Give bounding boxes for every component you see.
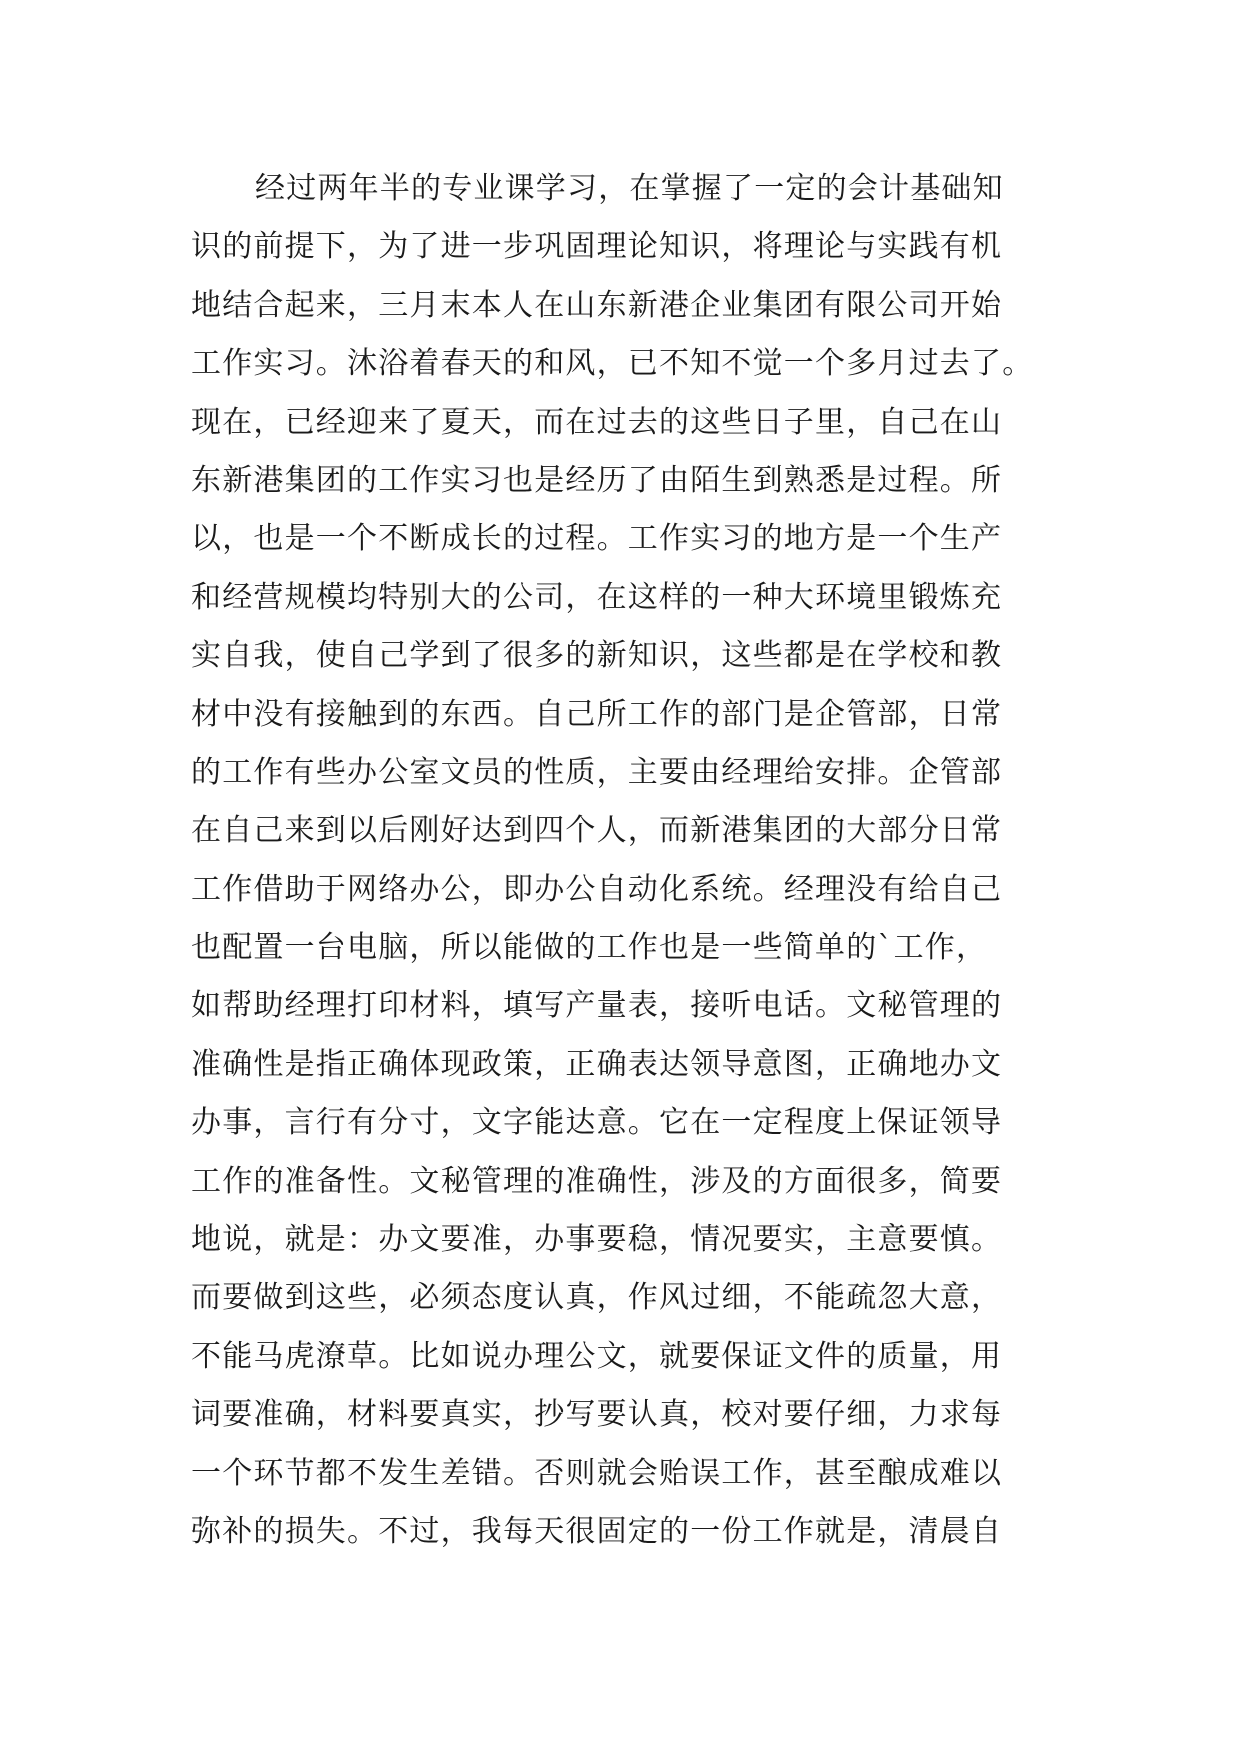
text-line: 地结合起来，三月末本人在山东新港企业集团有限公司开始 [191,287,1003,323]
text-line: 材中没有接触到的东西。自己所工作的部门是企管部，日常 [191,696,1003,732]
text-line: 地说，就是：办文要准，办事要稳，情况要实，主意要慎。 [191,1222,1003,1258]
text-line: 办事，言行有分寸，文字能达意。它在一定程度上保证领导 [191,1105,1003,1141]
text-line: 在自己来到以后刚好达到四个人，而新港集团的大部分日常 [191,813,1003,849]
text-line: 现在，已经迎来了夏天，而在过去的这些日子里，自己在山 [191,404,1003,440]
body-paragraph [191,160,1061,1561]
text-line: 东新港集团的工作实习也是经历了由陌生到熟悉是过程。所 [191,462,1003,498]
text-line: 一个环节都不发生差错。否则就会贻误工作，甚至酿成难以 [191,1455,1003,1491]
text-line: 实自我，使自己学到了很多的新知识，这些都是在学校和教 [191,638,1003,674]
text-line: 的工作有些办公室文员的性质，主要由经理给安排。企管部 [191,754,1003,790]
text-line: 而要做到这些，必须态度认真，作风过细，不能疏忽大意， [191,1280,1003,1316]
text-line: 如帮助经理打印材料，填写产量表，接听电话。文秘管理的 [191,988,1003,1024]
text-line: 也配置一台电脑，所以能做的工作也是一些简单的`工作， [191,930,988,966]
text-line: 识的前提下，为了进一步巩固理论知识，将理论与实践有机 [191,229,1003,265]
text-line: 工作借助于网络办公，即办公自动化系统。经理没有给自己 [191,871,1003,907]
text-line: 词要准确，材料要真实，抄写要认真，校对要仔细，力求每 [191,1397,1003,1433]
text-line: 准确性是指正确体现政策，正确表达领导意图，正确地办文 [191,1046,1003,1082]
text-line: 经过两年半的专业课学习，在掌握了一定的会计基础知 [255,171,1004,206]
text-line: 不能马虎潦草。比如说办理公文，就要保证文件的质量，用 [191,1338,1003,1374]
text-line: 弥补的损失。不过，我每天很固定的一份工作就是，清晨自 [191,1513,1003,1549]
text-line: 以，也是一个不断成长的过程。工作实习的地方是一个生产 [191,521,1003,557]
text-line: 和经营规模均特别大的公司，在这样的一种大环境里锻炼充 [191,579,1003,615]
text-line: 工作实习。沐浴着春天的和风，已不知不觉一个多月过去了。 [191,346,1034,382]
text-line: 工作的准备性。文秘管理的准确性，涉及的方面很多，简要 [191,1163,1003,1199]
